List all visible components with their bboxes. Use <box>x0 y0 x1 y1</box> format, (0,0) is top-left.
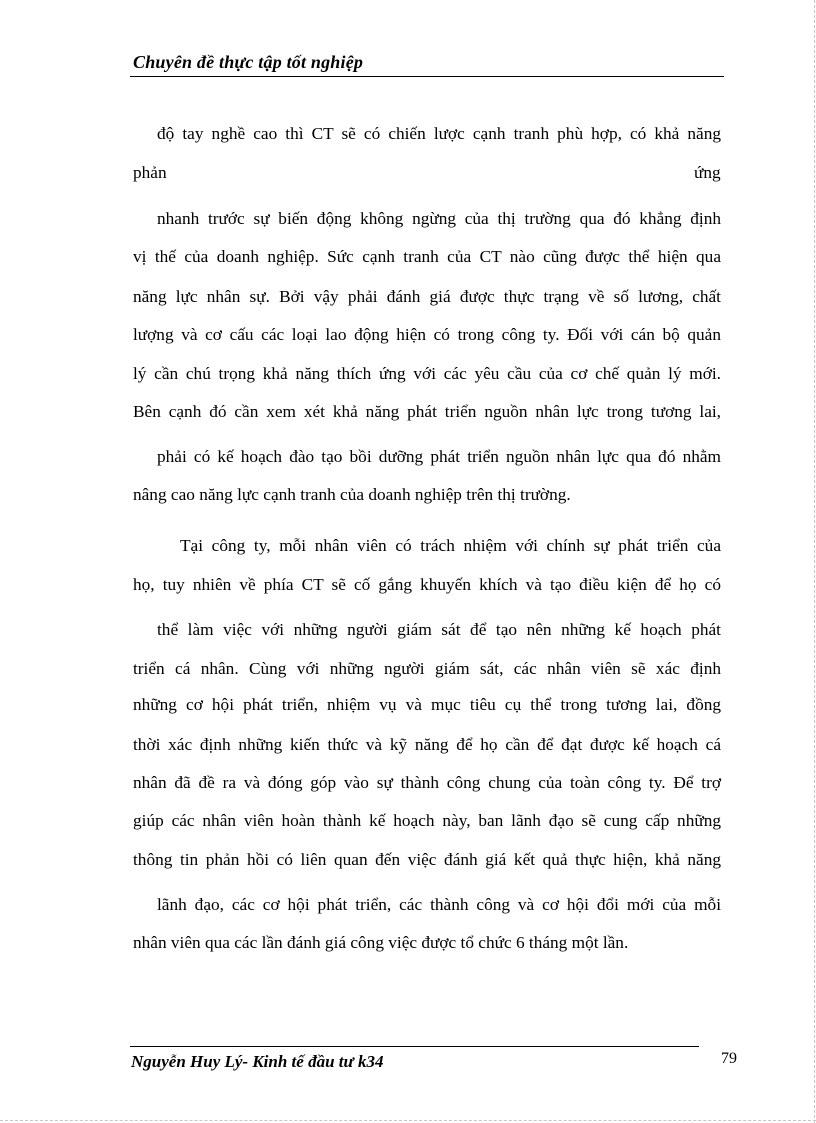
body-line: thông tin phản hồi có liên quan đến việc đánh giá kết quả thực hiện, khả năng <box>133 850 721 869</box>
body-line: lãnh đạo, các cơ hội phát triển, các thành công và cơ hội đổi mới của mỗi <box>157 895 721 914</box>
body-line: ứng <box>694 163 721 182</box>
body-line: phản <box>133 163 167 182</box>
body-line: vị thế của doanh nghiệp. Sức cạnh tranh của CT nào cũng được thể hiện qua <box>133 247 721 266</box>
body-line: nhân viên qua các lần đánh giá công việc được tổ chức 6 tháng một lần. <box>133 933 629 952</box>
page-border-bottom <box>0 1120 816 1121</box>
body-line: thể làm việc với những người giám sát để tạo nên những kế hoạch phát <box>157 620 721 639</box>
body-line: giúp các nhân viên hoàn thành kế hoạch này, ban lãnh đạo sẽ cung cấp những <box>133 811 721 830</box>
body-line: nhanh trước sự biến động không ngừng của thị trường qua đó khẳng định <box>157 209 721 228</box>
page-number: 79 <box>721 1050 737 1067</box>
body-line: lượng và cơ cấu các loại lao động hiện có trong công ty. Đối với cán bộ quản <box>133 325 721 344</box>
body-line: Bên cạnh đó cần xem xét khả năng phát triển nguồn nhân lực trong tương lai, <box>133 402 721 421</box>
body-line: năng lực nhân sự. Bởi vậy phải đánh giá được thực trạng về số lương, chất <box>133 287 721 306</box>
header-title: Chuyên đề thực tập tốt nghiệp <box>133 52 364 72</box>
body-line: triển cá nhân. Cùng với những người giám sát, các nhân viên sẽ xác định <box>133 659 721 678</box>
body-line: Tại công ty, mỗi nhân viên có trách nhiệm với chính sự phát triển của <box>180 536 721 555</box>
body-line: nhân đã đề ra và đóng góp vào sự thành công chung của toàn công ty. Để trợ <box>133 773 721 792</box>
body-line: độ tay nghề cao thì CT sẽ có chiến lược cạnh tranh phù hợp, có khả năng <box>157 124 721 143</box>
body-line: những cơ hội phát triển, nhiệm vụ và mục tiêu cụ thể trong tương lai, đồng <box>133 695 721 714</box>
body-line: lý cần chú trọng khả năng thích ứng với các yêu cầu của cơ chế quản lý mới. <box>133 364 721 383</box>
footer-author: Nguyễn Huy Lý- Kinh tế đầu tư k34 <box>131 1052 384 1071</box>
body-line: phải có kế hoạch đào tạo bồi dưỡng phát triển nguồn nhân lực qua đó nhằm <box>157 447 721 466</box>
header-rule <box>130 76 724 77</box>
body-line: thời xác định những kiến thức và kỹ năng để họ cần để đạt được kế hoạch cá <box>133 735 721 754</box>
body-line: nâng cao năng lực cạnh tranh của doanh nghiệp trên thị trường. <box>133 485 571 504</box>
body-line: họ, tuy nhiên về phía CT sẽ cố gắng khuyến khích và tạo điều kiện để họ có <box>133 575 721 594</box>
footer-rule <box>130 1046 699 1047</box>
page-border-right <box>814 0 815 1123</box>
